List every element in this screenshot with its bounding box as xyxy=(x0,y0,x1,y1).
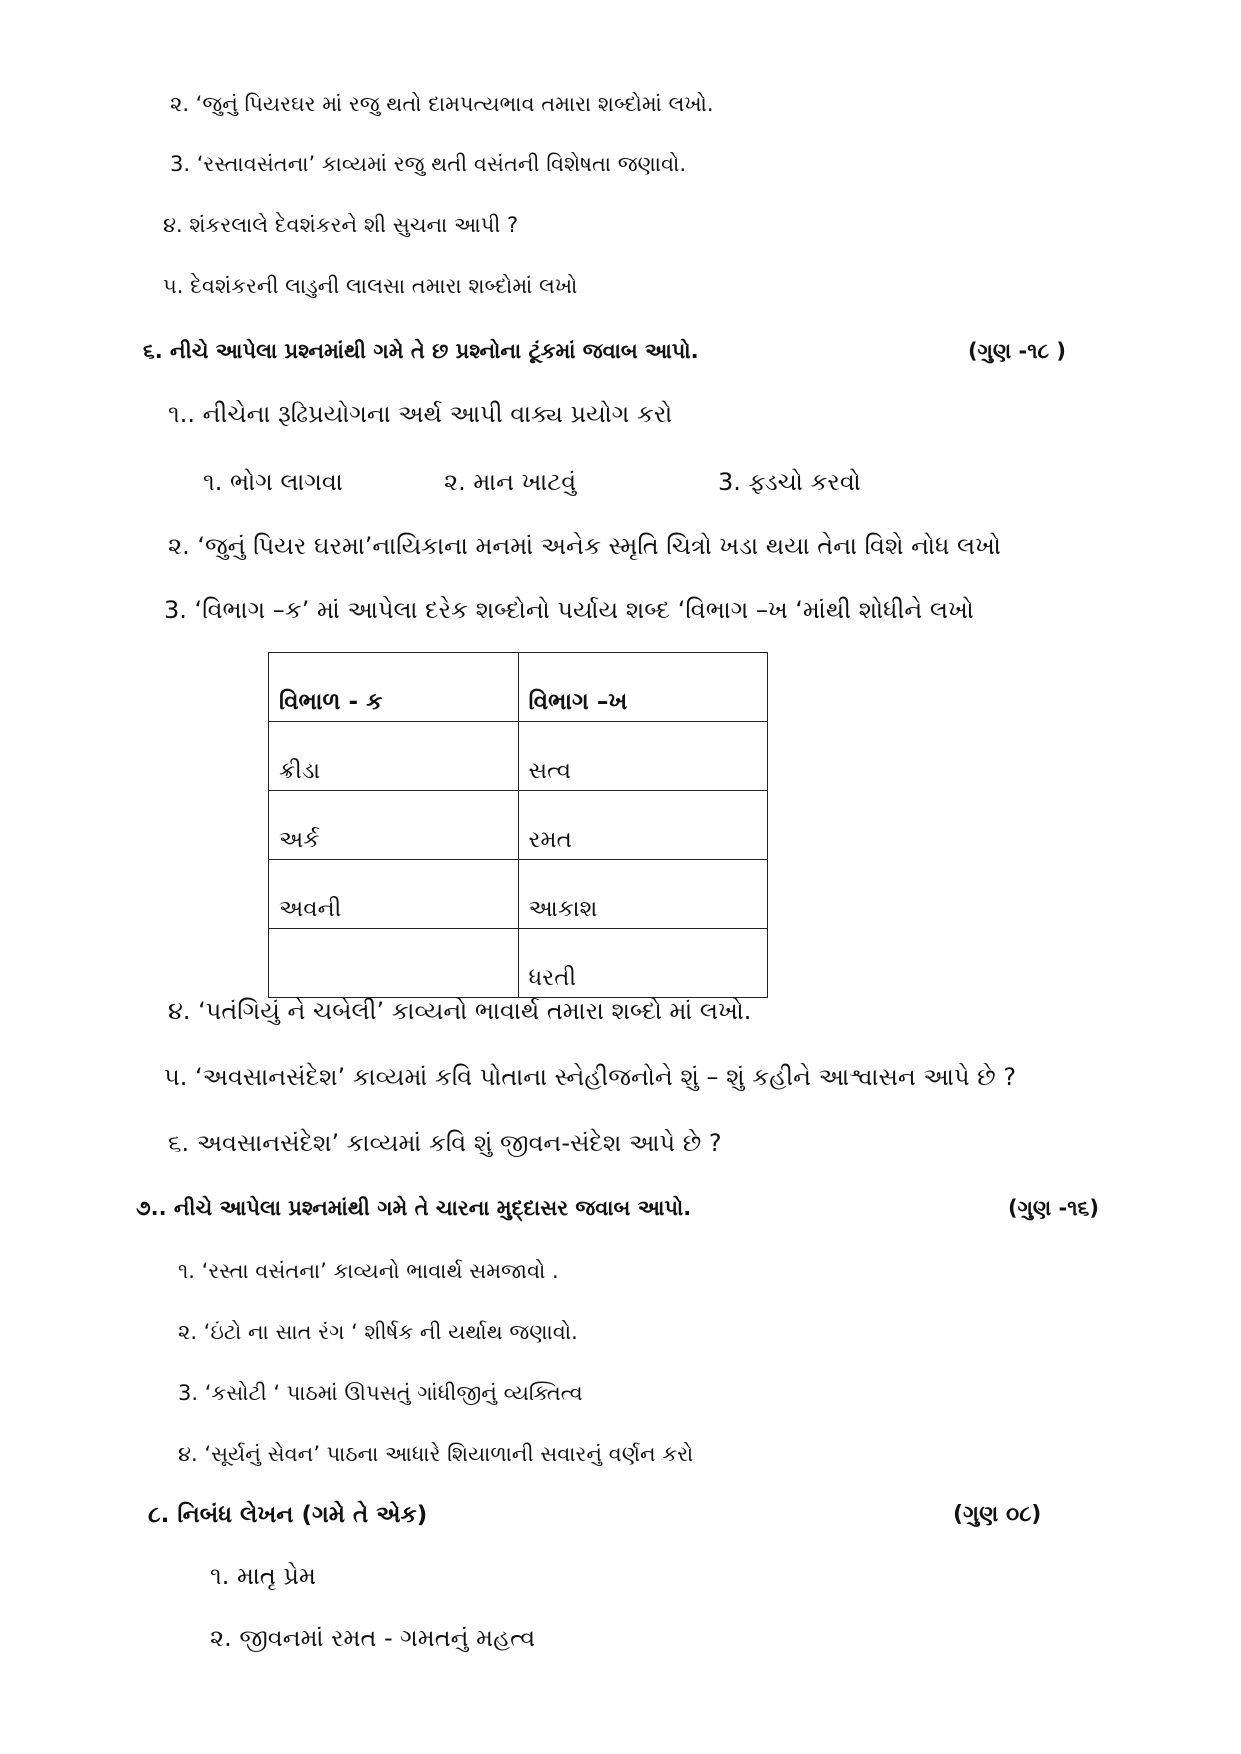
question-item: ૨. ‘ઇંટો ના સાત રંગ ‘ શીર્ષક ની યર્થાથ જણાવો. xyxy=(178,1320,578,1344)
table-cell: અવની xyxy=(269,860,519,929)
question-item: ૧. ‘રસ્તા વસંતના’ કાવ્યનો ભાવાર્થ સમજાવો . xyxy=(178,1259,559,1283)
table-row xyxy=(269,722,768,791)
table-cell: આકાશ xyxy=(518,860,768,929)
table-cell: રમત xyxy=(518,791,768,860)
idiom-item: ૧. ભોગ લાગવા xyxy=(203,468,343,496)
question-item: 3. ‘કસોટી ‘ પાઠમાં ઊપસતું ગાંધીજીનું વ્યક્તિત્વ xyxy=(178,1381,583,1405)
idiom-item: ૨. માન ખાટવું xyxy=(444,468,577,496)
question-item: ૪. ‘સૂર્યનું સેવન’ પાઠના આધારે શિયાળાની સવારનું વર્ણન કરો xyxy=(178,1442,694,1466)
essay-topic: ૧. માતૃ પ્રેમ xyxy=(210,1562,316,1590)
matching-table xyxy=(268,652,768,998)
question-item: 3. ‘વિભાગ –ક’ માં આપેલા દરેક શબ્દોનો પર્યાય શબ્દ ‘વિભાગ –ખ ‘માંથી શોધીને લખો xyxy=(164,596,974,624)
question-item: ૪. ‘પતંગિયું ને ચબેલી’ કાવ્યનો ભાવાર્થ તમારા શબ્દો માં લખો. xyxy=(168,997,752,1025)
table-row xyxy=(269,929,768,998)
question-item: ૨. ‘જુનું પિયર ઘરમા’નાયિકાના મનમાં અનેક સ્મૃતિ ચિત્રો ખડા થયા તેના વિશે નોધ લખો xyxy=(168,532,1001,560)
column-header-b: વિભાગ –ખ xyxy=(518,653,768,722)
table-cell xyxy=(269,929,519,998)
question-item: ૧.. નીચેના રૂઢિપ્રયોગના અર્થ આપી વાક્ય પ્રયોગ કરો xyxy=(168,400,673,428)
table-cell: ક્રીડા xyxy=(269,722,519,791)
table-row xyxy=(269,860,768,929)
question-item: ૫. દેવશંકરની લાડુની લાલસા તમારા શબ્દોમાં લખો xyxy=(163,274,578,298)
marks-label: (ગુણ -૧૮ ) xyxy=(968,339,1067,363)
question-item: ૪. શંકરલાલે દેવશંકરને શી સુચના આપી ? xyxy=(163,213,519,237)
section-heading: ૬. નીચે આપેલા પ્રશ્નમાંથી ગમે તે છ પ્રશ્નોના ટૂંકમાં જવાબ આપો. xyxy=(143,339,699,363)
section-heading: ૮. નિબંધ લેખન (ગમે તે એક) xyxy=(148,1502,428,1528)
marks-label: (ગુણ -૧૬) xyxy=(1008,1196,1099,1220)
question-item: ૫. ‘અવસાનસંદેશ’ કાવ્યમાં કવિ પોતાના સ્નેહીજનોને શું – શું કહીને આશ્વાસન આપે છે ? xyxy=(164,1063,1017,1091)
question-item: ૨. ‘જુનું પિયરઘર માં રજુ થતો દામપત્યભાવ તમારા શબ્દોમાં લખો. xyxy=(170,92,714,116)
question-item: 3. ‘રસ્તાવસંતના’ કાવ્યમાં રજુ થતી વસંતની વિશેષતા જણાવો. xyxy=(170,152,687,176)
idiom-item: 3. ફ્ડચો કરવો xyxy=(718,468,861,496)
table-row xyxy=(269,791,768,860)
column-header-a: વિભાળ - ક xyxy=(269,653,519,722)
table-cell: સત્વ xyxy=(518,722,768,791)
section-heading: ૭.. નીચે આપેલા પ્રશ્નમાંથી ગમે તે ચારના મુદ્દાસર જવાબ આપો. xyxy=(136,1196,692,1220)
table-cell: ધરતી xyxy=(518,929,768,998)
question-item: ૬. અવસાનસંદેશ’ કાવ્યમાં કવિ શું જીવન-સંદેશ આપે છે ? xyxy=(168,1129,722,1157)
essay-topic: ૨. જીવનમાં રમત - ગમતનું મહત્વ xyxy=(210,1624,536,1652)
table-header-row xyxy=(269,653,768,722)
table-cell: અર્ક xyxy=(269,791,519,860)
marks-label: (ગુણ ૦૮) xyxy=(953,1502,1042,1527)
